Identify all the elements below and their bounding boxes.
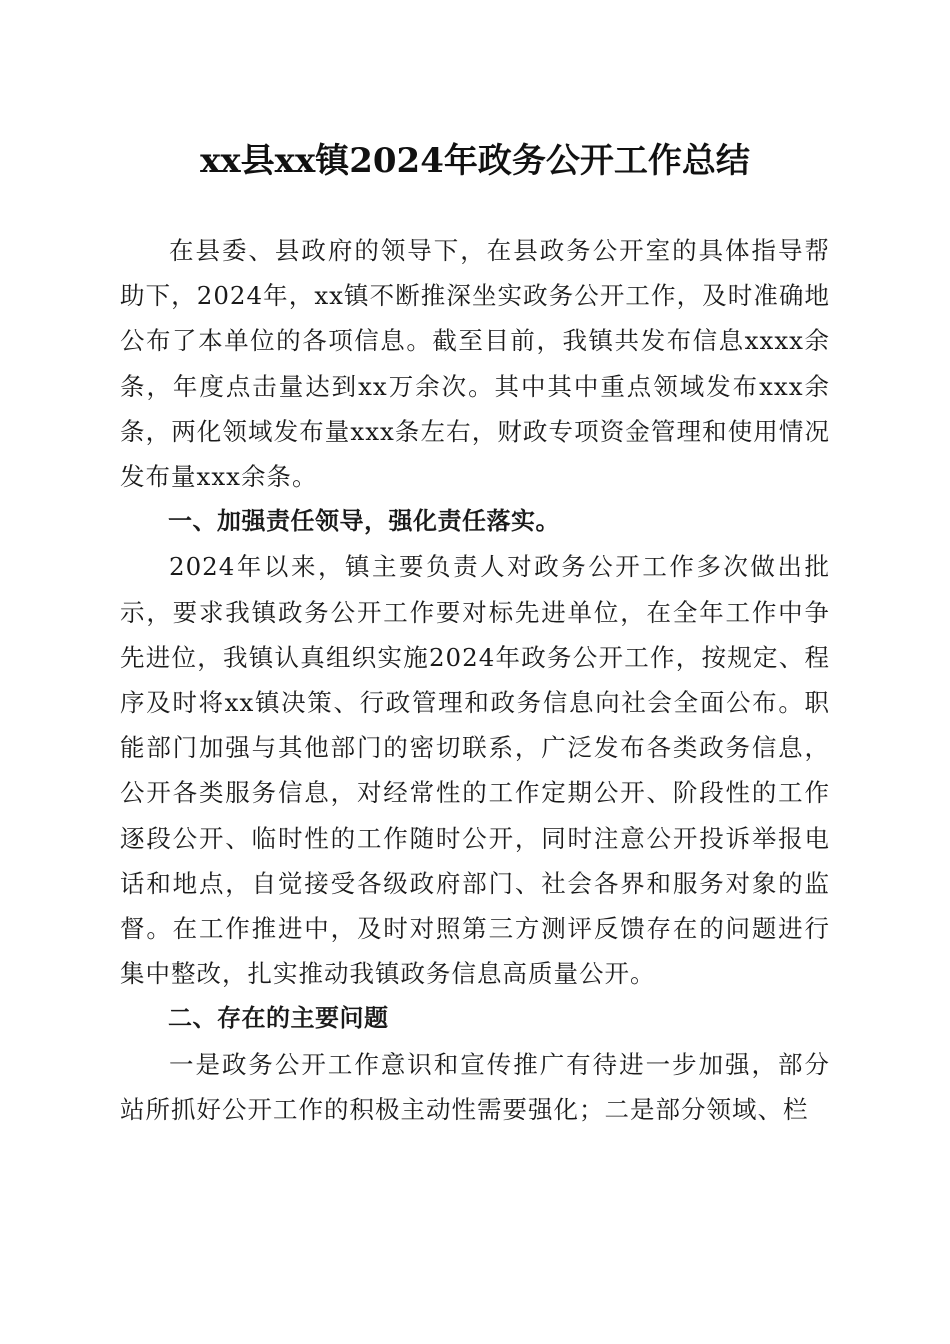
section-1-heading: 一、加强责任领导，强化责任落实。: [168, 507, 560, 536]
section-2-heading: 二、存在的主要问题: [168, 1004, 389, 1033]
document-body: [120, 228, 830, 1132]
document-title: xx县xx镇2024年政务公开工作总结: [200, 141, 750, 181]
section-1-paragraph: 2024年以来，镇主要负责人对政务公开工作多次做出批示，要求我镇政务公开工作要对标先进单位，在全年工作中争先进位，我镇认真组织实施2024年政务公开工作，按规定、程序及时将xx镇决策、行政管理和政务信息向社会全面公布。职能部门加强与其他部门的密切联系，广泛发布各类政务信息，公开各类服务信息，对经常性的工作定期公开、阶段性的工作逐段公开、临时性的工作随时公开，同时注意公开投诉举报电话和地点，自觉接受各级政府部门、社会各界和服务对象的监督。在工作推进中，及时对照第三方测评反馈存在的问题进行集中整改，扎实推动我镇政务信息高质量公开。: [120, 552, 830, 989]
section-2-paragraph: 一是政务公开工作意识和宣传推广有待进一步加强，部分站所抓好公开工作的积极主动性需要强化；二是部分领域、栏: [120, 1049, 830, 1124]
intro-paragraph: 在县委、县政府的领导下，在县政务公开室的具体指导帮助下，2024年，xx镇不断推深坐实政务公开工作，及时准确地公布了本单位的各项信息。截至目前，我镇共发布信息xxxx余条，年度点击量达到xx万余次。其中其中重点领域发布xxx余条，两化领域发布量xxx条左右，财政专项资金管理和使用情况发布量xxx余条。: [120, 236, 830, 492]
